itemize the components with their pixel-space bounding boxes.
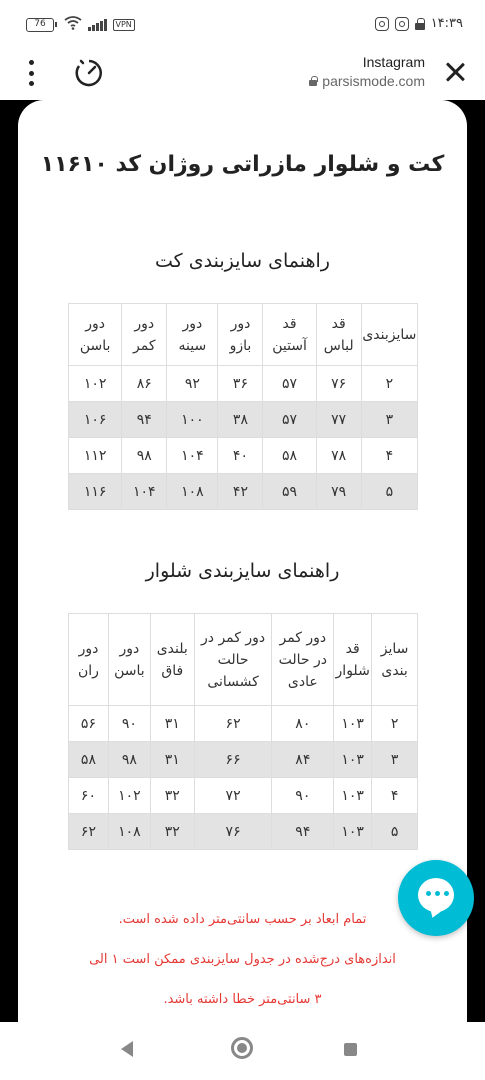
- battery-icon: 76: [26, 18, 54, 32]
- table-header: دور ران: [69, 614, 109, 706]
- table-cell: ۳۶: [218, 366, 263, 402]
- table-cell: ۵۸: [263, 438, 316, 474]
- vpn-badge: VPN: [113, 19, 135, 31]
- table-cell: ۷۹: [316, 474, 361, 510]
- table-header: بلندی فاق: [150, 614, 194, 706]
- table-row: [69, 706, 418, 742]
- table-cell: ۹۲: [167, 366, 218, 402]
- table-header: دور بازو: [218, 304, 263, 366]
- note-line-1: تمام ابعاد بر حسب سانتی‌متر داده شده است.: [118, 912, 367, 927]
- table-cell: ۳۸: [218, 402, 263, 438]
- table-cell: ۸۶: [122, 366, 167, 402]
- table-cell: ۱۰۳: [334, 706, 372, 742]
- table-cell: ۴: [372, 778, 418, 814]
- table-cell: ۱۰۳: [334, 778, 372, 814]
- table-cell: ۷۶: [194, 814, 272, 850]
- table-cell: ۲: [361, 366, 417, 402]
- table-header: دور کمر: [122, 304, 167, 366]
- table-cell: ۷۸: [316, 438, 361, 474]
- table-cell: ۶۶: [194, 742, 272, 778]
- table-cell: ۱۰۴: [122, 474, 167, 510]
- status-left: [26, 16, 135, 34]
- system-nav-bar: [0, 1022, 485, 1080]
- table-cell: ۵۷: [263, 366, 316, 402]
- table-cell: ۵۹: [263, 474, 316, 510]
- table-cell: ۱۰۲: [69, 366, 122, 402]
- pants-section-title: راهنمای سایزبندی شلوار: [145, 560, 340, 582]
- pants-size-table: [68, 613, 418, 850]
- table-cell: ۹۸: [108, 742, 150, 778]
- table-cell: ۹۴: [122, 402, 167, 438]
- table-header: دور کمر در حالت عادی: [272, 614, 334, 706]
- table-cell: ۹۸: [122, 438, 167, 474]
- table-cell: ۱۰۸: [108, 814, 150, 850]
- table-cell: ۹۰: [108, 706, 150, 742]
- table-row: [69, 778, 418, 814]
- page-title: کت و شلوار مازراتی روژان کد ۱۱۶۱۰: [40, 152, 445, 177]
- table-cell: ۴۲: [218, 474, 263, 510]
- table-cell: ۴: [361, 438, 417, 474]
- home-icon[interactable]: [231, 1037, 253, 1059]
- note-line-3: ۳ سانتی‌متر خطا داشته باشد.: [163, 992, 322, 1007]
- status-bar: [0, 0, 485, 46]
- table-header: دور باسن: [108, 614, 150, 706]
- table-cell: ۲: [372, 706, 418, 742]
- table-cell: ۱۰۸: [167, 474, 218, 510]
- table-cell: ۷۷: [316, 402, 361, 438]
- table-cell: ۳۱: [150, 706, 194, 742]
- speed-icon[interactable]: [74, 58, 104, 88]
- table-cell: ۱۱۲: [69, 438, 122, 474]
- back-icon[interactable]: [121, 1041, 133, 1057]
- table-header: دور کمر در حالت کشسانی: [194, 614, 272, 706]
- table-cell: ۹۰: [272, 778, 334, 814]
- jacket-section-title: راهنمای سایزبندی کت: [155, 250, 330, 272]
- table-cell: ۳۱: [150, 742, 194, 778]
- table-cell: ۵: [361, 474, 417, 510]
- table-cell: ۶۲: [194, 706, 272, 742]
- table-header: قد لباس: [316, 304, 361, 366]
- table-cell: ۵۷: [263, 402, 316, 438]
- lock-icon: [309, 76, 317, 86]
- lock-icon: [415, 18, 425, 30]
- jacket-size-table: [68, 303, 418, 510]
- table-row: [69, 438, 418, 474]
- table-row: [69, 814, 418, 850]
- clock: ۱۴:۳۹: [430, 16, 463, 31]
- note-line-2: اندازه‌های درج‌شده در جدول سایزبندی ممکن است ۱ الی: [89, 952, 396, 967]
- table-header: قد شلوار: [334, 614, 372, 706]
- table-cell: ۵: [372, 814, 418, 850]
- table-cell: ۶۰: [69, 778, 109, 814]
- table-header: سایز بندی: [372, 614, 418, 706]
- table-cell: ۳۲: [150, 814, 194, 850]
- instagram-icon: [375, 17, 389, 31]
- table-cell: ۱۱۶: [69, 474, 122, 510]
- table-cell: ۱۰۶: [69, 402, 122, 438]
- browser-title-block: [309, 54, 425, 89]
- table-header-row: [69, 614, 418, 706]
- instagram-icon: [395, 17, 409, 31]
- table-cell: ۳: [372, 742, 418, 778]
- more-menu-icon[interactable]: [26, 60, 36, 86]
- close-icon[interactable]: [443, 60, 467, 84]
- table-row: [69, 742, 418, 778]
- table-cell: ۸۴: [272, 742, 334, 778]
- table-row: [69, 402, 418, 438]
- table-header: دور باسن: [69, 304, 122, 366]
- browser-app-title: Instagram: [362, 54, 425, 70]
- wifi-icon: [64, 16, 82, 34]
- table-row: [69, 474, 418, 510]
- chat-icon[interactable]: [398, 860, 474, 936]
- table-cell: ۱۰۰: [167, 402, 218, 438]
- recent-icon[interactable]: [344, 1043, 357, 1056]
- table-cell: ۱۰۳: [334, 814, 372, 850]
- table-cell: ۷۶: [316, 366, 361, 402]
- table-header: سایزبندی: [361, 304, 417, 366]
- table-row: [69, 366, 418, 402]
- table-cell: ۵۶: [69, 706, 109, 742]
- table-cell: ۱۰۲: [108, 778, 150, 814]
- table-cell: ۸۰: [272, 706, 334, 742]
- table-cell: ۳۲: [150, 778, 194, 814]
- table-cell: ۵۸: [69, 742, 109, 778]
- browser-toolbar: [0, 46, 485, 100]
- table-cell: ۳: [361, 402, 417, 438]
- browser-url-row: [309, 73, 425, 89]
- table-cell: ۱۰۳: [334, 742, 372, 778]
- table-cell: ۴۰: [218, 438, 263, 474]
- table-cell: ۱۰۴: [167, 438, 218, 474]
- table-cell: ۶۲: [69, 814, 109, 850]
- browser-url: parsismode.com: [322, 73, 425, 89]
- status-right: [375, 16, 463, 31]
- table-header-row: [69, 304, 418, 366]
- table-header: دور سینه: [167, 304, 218, 366]
- table-cell: ۹۴: [272, 814, 334, 850]
- table-cell: ۷۲: [194, 778, 272, 814]
- signal-icon: [88, 19, 107, 31]
- table-header: قد آستین: [263, 304, 316, 366]
